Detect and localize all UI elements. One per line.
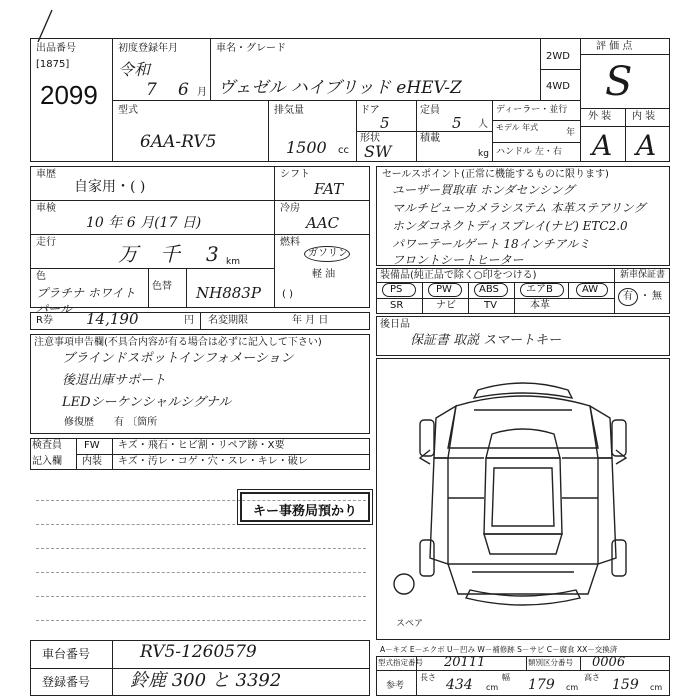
type-cat-value: 20111 (444, 655, 486, 670)
color-code: NH883P (196, 284, 261, 302)
history-value: 自家用・( ) (74, 179, 146, 195)
lot-label: 出品番号 (36, 43, 76, 54)
equip-airbag: エアB (526, 284, 553, 295)
equip-pw: PW (436, 284, 452, 295)
sales-point: マルチビューカメラシステム 本革ステアリング (392, 201, 646, 215)
model-label: 型式 (118, 105, 138, 116)
corner-slash (30, 6, 60, 46)
color-label: 色 (36, 271, 46, 282)
first-reg-month: 6 (178, 80, 189, 100)
first-reg-year: 7 (146, 80, 157, 100)
sales-point: フロントシートヒーター (392, 253, 524, 267)
shift-label: シフト (280, 169, 310, 180)
equip-aw: AW (582, 284, 599, 295)
sales-title: セールスポイント(正常に機能するものに限ります) (382, 169, 609, 180)
inspection-value: 10 年 6 月(17 日) (86, 215, 202, 231)
cc-unit: cc (338, 145, 349, 156)
sales-point: ホンダコネクトディスプレイ(ナビ) ETC2.0 (392, 219, 628, 233)
mileage-sen: 千 (160, 242, 180, 266)
after-title: 後日品 (380, 319, 410, 330)
int-label: 内装 (82, 456, 102, 467)
ref-label: 参考 (386, 681, 405, 691)
fuel-label: 燃料 (280, 237, 300, 248)
note-line: LEDシーケンシャルシグナル (62, 395, 232, 410)
warranty-sep: ・ (640, 291, 650, 302)
length-label: 長さ (420, 673, 436, 682)
fuel-other: ( ) (282, 289, 293, 300)
equip-abs: ABS (479, 284, 499, 295)
doors-value: 5 (380, 114, 390, 132)
interior-grade: A (636, 129, 657, 162)
lot-number: 2099 (40, 80, 98, 110)
width-label: 幅 (502, 673, 510, 682)
warranty-yes: 有 (623, 291, 633, 302)
interior-label: 内 装 (632, 111, 656, 122)
height-value: 159 (612, 677, 639, 693)
capacity-value: 5 (452, 114, 462, 132)
key-notice-stamp: キー事務局預かり (240, 492, 370, 522)
warranty-no: 無 (652, 291, 662, 302)
name-change-date: 年 月 日 (292, 315, 329, 326)
name-change-label: 名変期限 (208, 315, 248, 326)
history-label: 車歴 (36, 169, 56, 180)
yen-unit: 円 (184, 315, 194, 326)
class-label: 類別区分番号 (528, 658, 573, 667)
car-name: ヴェゼル ハイブリッド eHEV-Z (218, 78, 462, 98)
exterior-grade: A (592, 129, 613, 162)
width-unit: cm (566, 683, 579, 692)
model-year-label: モデル 年式 (496, 123, 539, 132)
km-unit: km (226, 257, 240, 267)
drive-2wd: 2WD (546, 51, 570, 62)
exterior-label: 外 装 (588, 111, 612, 122)
fuel-diesel: 軽 油 (312, 269, 336, 280)
ac-value: AAC (306, 214, 340, 232)
person-unit: 人 (478, 119, 488, 130)
displacement-label: 排気量 (274, 105, 304, 116)
handle-label: ハンドル 左・右 (496, 147, 562, 157)
score-label: 評 価 点 (596, 41, 633, 52)
car-name-label: 車名・グレード (216, 43, 286, 54)
capacity-label: 定員 (420, 105, 440, 116)
doors-label: ドア (360, 105, 380, 116)
ac-label: 冷房 (280, 203, 300, 214)
first-reg-label: 初度登録年月 (118, 43, 178, 54)
mileage-value: 3 (206, 242, 219, 266)
equip-navi: ナビ (436, 300, 456, 311)
inspector-label: 検査員 (32, 440, 62, 451)
sales-point: ユーザー買取車 ホンダセンシング (392, 183, 575, 197)
month-unit: 月 (197, 87, 207, 98)
mileage-man: 万 (118, 242, 138, 266)
height-label: 高さ (584, 673, 600, 682)
displacement-value: 1500 (286, 138, 327, 157)
shift-value: FAT (314, 180, 344, 198)
equip-leather: 本革 (530, 300, 550, 311)
int-items: キズ・汚レ・コゲ・穴・スレ・キレ・破レ (118, 456, 308, 467)
lot-sub: [1875] (36, 59, 70, 70)
color-value: プラチナ ホワイト パール (36, 286, 136, 316)
fw-items: キズ・飛石・ヒビ割・リペア跡・X要 (118, 440, 285, 451)
chassis-label: 車台番号 (42, 647, 91, 661)
year-unit: 年 (566, 128, 576, 138)
new-warranty-label: 新車保証書 (620, 270, 666, 280)
mileage-label: 走行 (36, 237, 56, 248)
note-line: ブラインドスポットインフォメーション (62, 351, 294, 366)
type-cat-label: 型式指定番号 (378, 658, 423, 667)
fuel-gasoline: ガソリン (308, 248, 348, 259)
load-label: 積載 (420, 133, 440, 144)
height-unit: cm (650, 683, 663, 692)
inspection-label: 車検 (36, 203, 56, 214)
length-value: 434 (446, 677, 473, 693)
equip-ps: PS (390, 284, 403, 295)
chassis-value: RV5-1260579 (140, 642, 257, 662)
kg-unit: kg (478, 149, 489, 159)
reg-label: 登録番号 (42, 675, 91, 689)
sales-point: パワーテールゲート 18インチアルミ (392, 237, 591, 251)
damage-legend: A－キズ E－エクボ U－凹み W－補修跡 S－サビ C－腐食 XX－交換済 (380, 645, 618, 654)
reg-value: 鈴鹿 300 と 3392 (130, 670, 282, 691)
after-value: 保証書 取説 スマートキー (410, 333, 562, 348)
r-ticket-label: R券 (36, 315, 53, 326)
equip-sr: SR (390, 300, 404, 311)
dealer-label: ディーラー・並行 (496, 105, 568, 115)
score-value: S (605, 59, 633, 105)
shape-label: 形状 (360, 133, 380, 144)
sales-points-box (376, 166, 670, 266)
class-value: 0006 (592, 655, 626, 670)
repair-label: 修復歴 (64, 417, 94, 428)
first-reg-era: 令和 (118, 60, 151, 79)
note-line: 後退出庫サポート (62, 373, 167, 388)
repair-value: 有 〔箇所 (114, 417, 158, 428)
color-swap-label: 色替 (152, 281, 172, 292)
notes-title: 注意事項申告欄(不具合内容が有る場合は必ずに記入して下さい) (34, 337, 322, 348)
model-code: 6AA-RV5 (140, 132, 217, 152)
r-ticket-value: 14,190 (86, 310, 139, 328)
equipment-title: 装備品(純正品で除く○印をつける) (380, 270, 537, 281)
width-value: 179 (528, 677, 555, 693)
car-diagram (376, 358, 670, 640)
spare-label: スペア (396, 619, 424, 629)
drive-4wd: 4WD (546, 81, 570, 92)
entry-label: 記入欄 (32, 456, 62, 467)
length-unit: cm (486, 683, 499, 692)
fw-label: FW (84, 440, 100, 451)
shape-value: SW (364, 142, 392, 161)
equip-tv: TV (484, 300, 497, 311)
